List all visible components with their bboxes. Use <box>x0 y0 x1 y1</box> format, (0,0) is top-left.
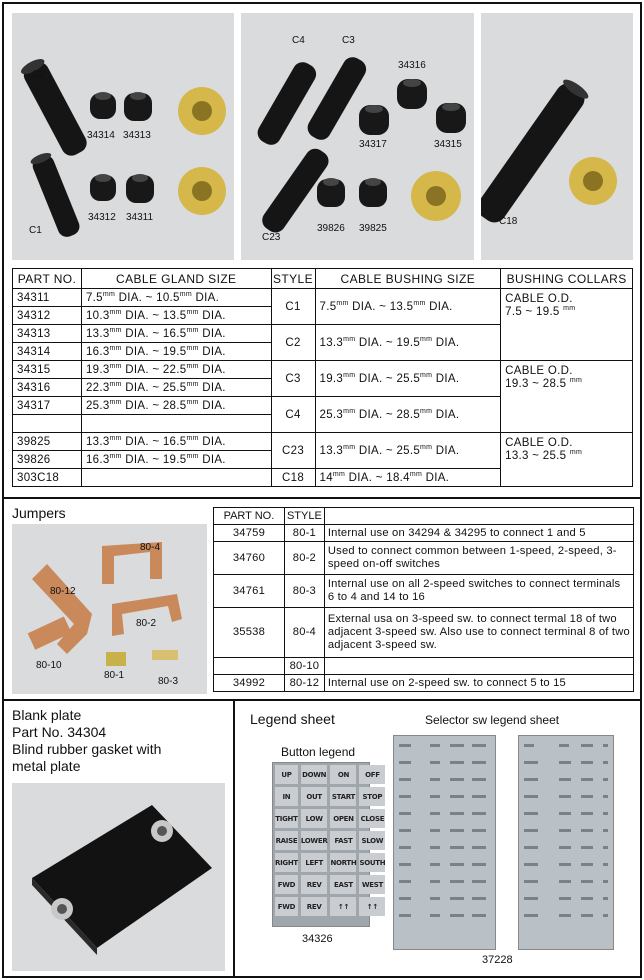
legend-button: ↑↑ <box>359 897 385 916</box>
label-80-12: 80-12 <box>50 586 76 597</box>
label-80-4: 80-4 <box>140 542 161 553</box>
description: Internal use on all 2-speed switches to connect terminals 6 to 4 and 14 to 16 <box>324 575 633 608</box>
table-row <box>13 433 633 451</box>
description: External usa on 3-speed sw. to connect termal 18 of two adjacent 3-speed sw. Also use to connect terminal 8 of two adjacent 3-speed sw. <box>324 608 633 658</box>
legend-button: UP <box>275 765 298 784</box>
cable-gland-image-2 <box>241 13 474 260</box>
part-no: 34760 <box>214 542 285 575</box>
blank-plate-text <box>12 707 161 775</box>
table-row <box>214 525 634 542</box>
jumpers-title: Jumpers <box>12 505 66 521</box>
gland-size <box>81 469 271 487</box>
legend-button: WEST <box>359 875 385 894</box>
gland-size: $22.3^{mm}$ DIA. ~ $25.5^{mm}$ DIA. <box>81 379 271 397</box>
collar-line: CABLE O.D. <box>505 365 573 377</box>
style: 80-2 <box>284 542 324 575</box>
part-no <box>214 658 285 675</box>
table-row <box>214 658 634 675</box>
style: C3 <box>271 361 315 397</box>
gland-size: $13.3^{mm}$ DIA. ~ $16.5^{mm}$ DIA. <box>81 433 271 451</box>
style: C1 <box>271 289 315 325</box>
bushing-size: $19.3^{mm}$ DIA. ~ $25.5^{mm}$ DIA. <box>315 361 501 397</box>
style: 80-10 <box>284 658 324 675</box>
legend-button: SOUTH <box>359 853 385 872</box>
selector-legend-part-no: 37228 <box>482 954 513 966</box>
gland-size: $25.3^{mm}$ DIA. ~ $28.5^{mm}$ DIA. <box>81 397 271 415</box>
cable-gland-table <box>12 268 633 487</box>
part-no: 34992 <box>214 675 285 692</box>
legend-button: STOP <box>359 787 385 806</box>
legend-button: LOWER <box>301 831 328 850</box>
legend-button: REV <box>301 897 328 916</box>
collar-line: CABLE O.D. <box>505 293 573 305</box>
part-no: 39825 <box>13 433 82 451</box>
header-part-no: PART NO. <box>13 269 82 289</box>
legend-button: NORTH <box>330 853 356 872</box>
label-34313: 34313 <box>123 130 151 141</box>
jumpers-table <box>213 507 634 692</box>
selector-legend-pattern <box>519 736 615 951</box>
style: C4 <box>271 397 315 433</box>
legend-button: REV <box>301 875 328 894</box>
cable-gland-photo-2 <box>241 13 474 260</box>
part-no: 34311 <box>13 289 82 307</box>
part-no: 34761 <box>214 575 285 608</box>
selector-legend-title: Selector sw legend sheet <box>425 713 560 727</box>
part-no: 39826 <box>13 451 82 469</box>
blank-plate-desc: Blind rubber gasket with <box>12 741 162 757</box>
part-no: 34759 <box>214 525 285 542</box>
style: C23 <box>271 433 315 469</box>
description <box>324 658 633 675</box>
blank-plate-part-no: Part No. 34304 <box>12 724 107 740</box>
part-no: 34314 <box>13 343 82 361</box>
label-c23: C23 <box>262 232 281 243</box>
label-c4: C4 <box>292 35 305 46</box>
bushing-collar <box>501 433 633 487</box>
part-no: 35538 <box>214 608 285 658</box>
part-no: 34312 <box>13 307 82 325</box>
label-34315: 34315 <box>434 139 462 150</box>
label-c1: C1 <box>29 225 42 236</box>
legend-button: RAISE <box>275 831 298 850</box>
gland-size: $19.3^{mm}$ DIA. ~ $22.5^{mm}$ DIA. <box>81 361 271 379</box>
legend-button: ON <box>330 765 356 784</box>
collar-line: CABLE O.D. <box>505 437 573 449</box>
style: 80-1 <box>284 525 324 542</box>
label-34312: 34312 <box>88 212 116 223</box>
label-80-2: 80-2 <box>136 618 157 629</box>
gland-size: $16.3^{mm}$ DIA. ~ $19.5^{mm}$ DIA. <box>81 343 271 361</box>
part-no: 34317 <box>13 397 82 415</box>
cable-gland-photo-1 <box>12 13 234 260</box>
blank-plate-image <box>12 783 225 971</box>
legend-button: FAST <box>330 831 356 850</box>
bushing-size: $13.3^{mm}$ DIA. ~ $19.5^{mm}$ DIA. <box>315 325 501 361</box>
selector-legend-sheet-2 <box>518 735 614 950</box>
bushing-collar <box>501 289 633 361</box>
bushing-size: $25.3^{mm}$ DIA. ~ $28.5^{mm}$ DIA. <box>315 397 501 433</box>
part-no <box>13 415 82 433</box>
selector-legend-sheet-1 <box>393 735 496 950</box>
part-no: 34315 <box>13 361 82 379</box>
legend-button: FWD <box>275 875 298 894</box>
selector-legend-pattern <box>394 736 497 951</box>
table-row <box>214 542 634 575</box>
gland-size <box>81 415 271 433</box>
label-c3: C3 <box>342 35 355 46</box>
style: C18 <box>271 469 315 487</box>
label-80-1: 80-1 <box>104 670 125 681</box>
header-cable-bushing-size: CABLE BUSHING SIZE <box>315 269 501 289</box>
header-style: STYLE <box>284 508 324 525</box>
gland-size: $16.3^{mm}$ DIA. ~ $19.5^{mm}$ DIA. <box>81 451 271 469</box>
table-row <box>13 361 633 379</box>
header-part-no: PART NO. <box>214 508 285 525</box>
table-row <box>214 675 634 692</box>
table-row <box>214 608 634 658</box>
legend-sheet-title: Legend sheet <box>250 711 335 727</box>
jumpers-photo <box>12 524 207 694</box>
collar-line: 19.3 ~ 28.5 $^{mm}$ <box>505 377 583 390</box>
header-cable-gland-size: CABLE GLAND SIZE <box>81 269 271 289</box>
label-39825: 39825 <box>359 223 387 234</box>
label-39826: 39826 <box>317 223 345 234</box>
legend-button: START <box>330 787 356 806</box>
button-legend-grid <box>275 765 386 916</box>
style: 80-4 <box>284 608 324 658</box>
part-no: 303C18 <box>13 469 82 487</box>
legend-button: EAST <box>330 875 356 894</box>
style: 80-3 <box>284 575 324 608</box>
legend-button: LEFT <box>301 853 328 872</box>
label-c2: C2 <box>32 69 45 80</box>
gland-size: $7.5^{mm}$ DIA. ~ $10.5^{mm}$ DIA. <box>81 289 271 307</box>
cable-gland-photo-3 <box>481 13 633 260</box>
legend-button: CLOSE <box>359 809 385 828</box>
part-no: 34313 <box>13 325 82 343</box>
blank-plate-desc: metal plate <box>12 758 81 774</box>
legend-button: DOWN <box>301 765 328 784</box>
button-legend-part-no: 34326 <box>302 933 333 945</box>
collar-line: 13.3 ~ 25.5 $^{mm}$ <box>505 449 583 462</box>
collar-line: 7.5 ~ 19.5 $^{mm}$ <box>505 305 576 318</box>
bushing-size: $13.3^{mm}$ DIA. ~ $25.5^{mm}$ DIA. <box>315 433 501 469</box>
blank-plate-photo <box>12 783 225 971</box>
legend-button: OFF <box>359 765 385 784</box>
bushing-collar <box>501 361 633 433</box>
legend-button: LOW <box>301 809 328 828</box>
divider <box>2 699 642 701</box>
label-c18: C18 <box>499 216 518 227</box>
style: 80-12 <box>284 675 324 692</box>
header-description <box>324 508 633 525</box>
bushing-size: $14^{mm}$ DIA. ~ $18.4^{mm}$ DIA. <box>315 469 501 487</box>
header-bushing-collars: BUSHING COLLARS <box>501 269 633 289</box>
button-legend-title: Button legend <box>281 745 356 759</box>
label-34317: 34317 <box>359 139 387 150</box>
table-row <box>214 575 634 608</box>
description: Internal use on 2-speed sw. to connect 5 to 15 <box>324 675 633 692</box>
label-80-3: 80-3 <box>158 676 179 687</box>
legend-button: ↑↑ <box>330 897 356 916</box>
legend-button: OPEN <box>330 809 356 828</box>
label-34316: 34316 <box>398 60 426 71</box>
gland-size: $10.3^{mm}$ DIA. ~ $13.5^{mm}$ DIA. <box>81 307 271 325</box>
label-34314: 34314 <box>87 130 115 141</box>
bushing-size: $7.5^{mm}$ DIA. ~ $13.5^{mm}$ DIA. <box>315 289 501 325</box>
part-no: 34316 <box>13 379 82 397</box>
legend-button: SLOW <box>359 831 385 850</box>
divider <box>2 497 642 499</box>
blank-plate-title: Blank plate <box>12 707 82 723</box>
legend-button: RIGHT <box>275 853 298 872</box>
style: C2 <box>271 325 315 361</box>
label-34311: 34311 <box>126 212 154 223</box>
table-row <box>13 289 633 307</box>
legend-button: IN <box>275 787 298 806</box>
divider-vertical <box>233 699 235 978</box>
legend-button: TIGHT <box>275 809 298 828</box>
gland-size: $13.3^{mm}$ DIA. ~ $16.5^{mm}$ DIA. <box>81 325 271 343</box>
label-80-10: 80-10 <box>36 660 62 671</box>
description: Internal use on 34294 & 34295 to connect 1 and 5 <box>324 525 633 542</box>
description: Used to connect common between 1-speed, 2-speed, 3-speed on-off switches <box>324 542 633 575</box>
legend-button: OUT <box>301 787 328 806</box>
header-style: STYLE <box>271 269 315 289</box>
legend-button: FWD <box>275 897 298 916</box>
